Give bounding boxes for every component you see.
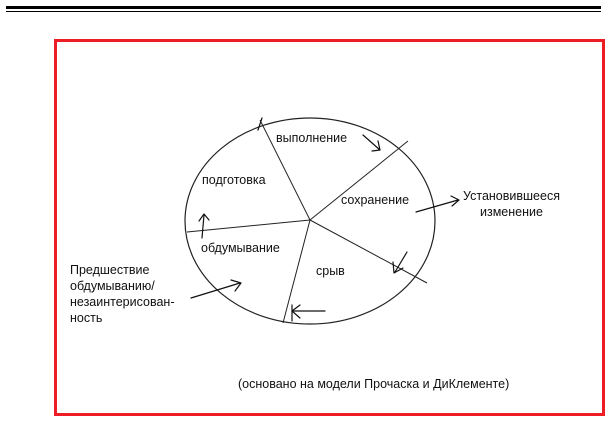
caption: (основано на модели Прочаска и ДиКлементе) <box>238 377 510 391</box>
note-line: незаинтерисован- <box>70 295 175 309</box>
arrow-left-up <box>202 215 204 238</box>
arrow-top-stub <box>258 118 262 130</box>
divider-top-right <box>310 141 408 220</box>
segment-label-sryv: срыв <box>316 264 345 278</box>
segment-label-vypolnenie: выполнение <box>276 131 348 145</box>
segment-label-podgotovka: подготовка <box>202 173 266 187</box>
segment-label-sokhranenie: сохранение <box>341 193 410 207</box>
arrow-top-right <box>363 135 380 150</box>
note-line: обдумыванию/ <box>70 279 155 293</box>
note-line: Предшествие <box>70 263 150 277</box>
note-precontemplation <box>70 262 174 326</box>
arrow-entry <box>191 283 240 298</box>
note-established-change <box>463 188 560 220</box>
divider-left <box>187 220 310 232</box>
note-line: ность <box>70 311 103 325</box>
note-line: Установившееся <box>463 189 560 203</box>
segment-label-obdumyvanie: обдумывание <box>201 241 280 255</box>
note-line: изменение <box>480 205 543 219</box>
